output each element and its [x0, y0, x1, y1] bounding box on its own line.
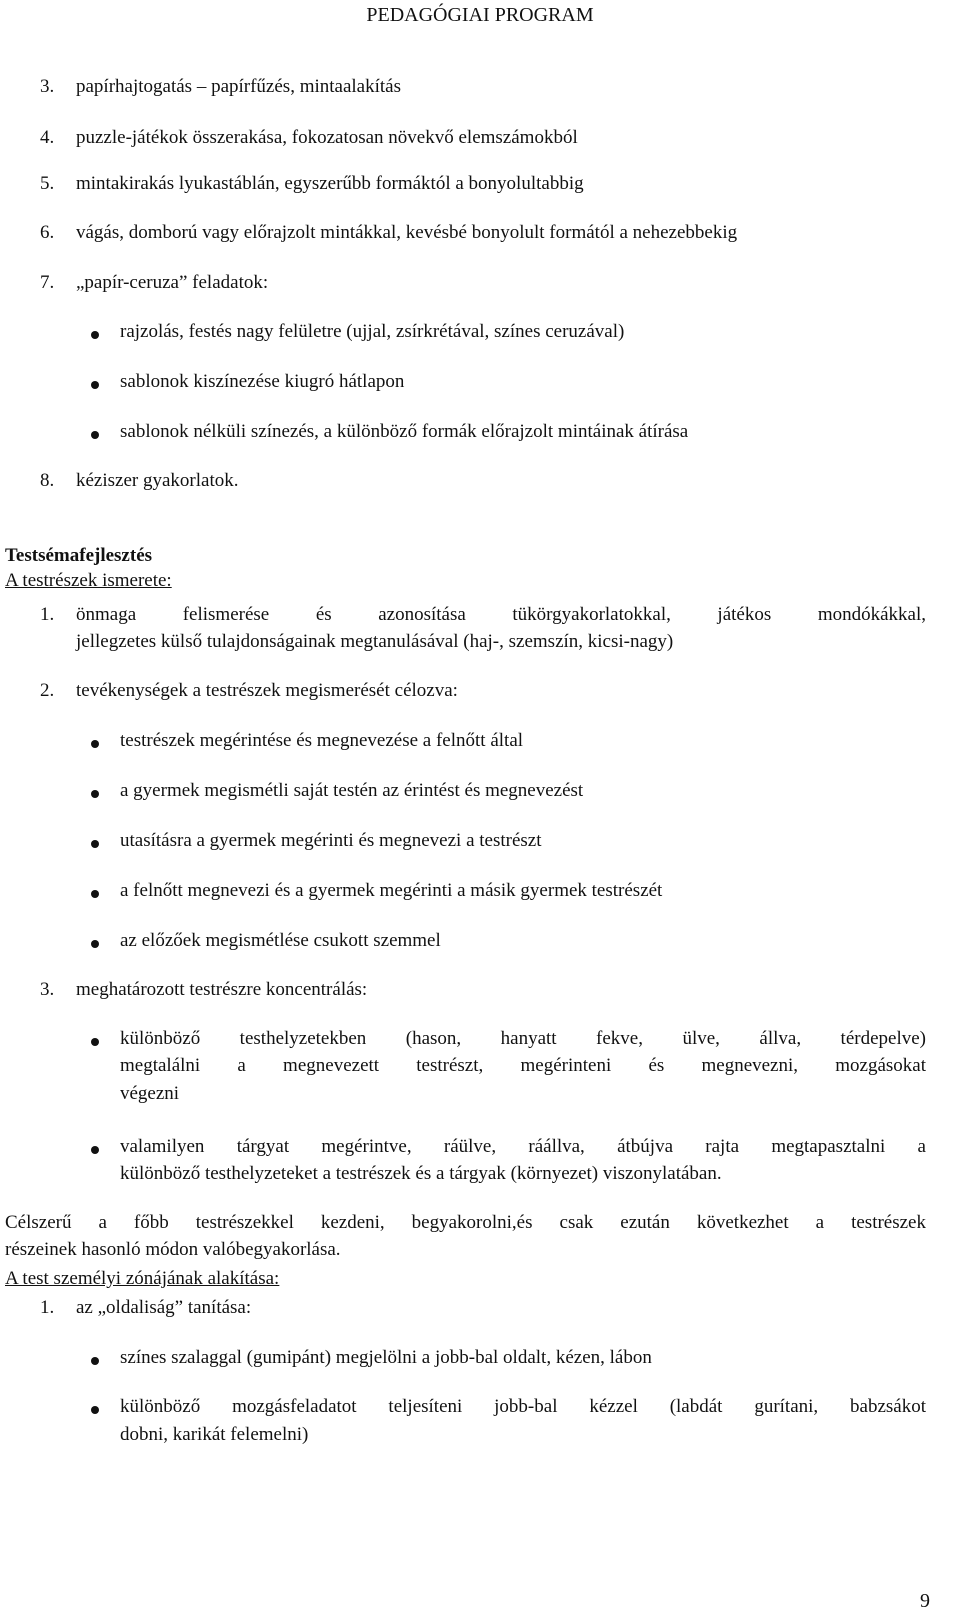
- bullet-icon: [91, 381, 99, 389]
- list-item-line: jellegzetes külső tulajdonságainak megtanulásával (haj-, szemszín, kicsi-nagy): [76, 631, 674, 652]
- paragraph-line: Célszerű a főbb testrészekkel kezdeni, begyakorolni,és csak ezután következhet a testrészek: [5, 1212, 926, 1233]
- bullet-item: rajzolás, festés nagy felületre (ujjal, zsírkrétával, színes ceruzával): [120, 321, 625, 342]
- paragraph-line: részeinek hasonló módon valóbegyakorlása.: [5, 1239, 341, 1260]
- bullet-item: sablonok kiszínezése kiugró hátlapon: [120, 371, 405, 392]
- bullet-icon: [91, 1146, 99, 1154]
- list-item: meghatározott testrészre koncentrálás:: [76, 979, 368, 1000]
- list-item: puzzle-játékok összerakása, fokozatosan növekvő elemszámokból: [76, 127, 578, 148]
- list-number: 4.: [40, 127, 55, 148]
- bullet-item: testrészek megérintése és megnevezése a felnőtt által: [120, 730, 524, 751]
- bullet-item: utasításra a gyermek megérinti és megnevezi a testrészt: [120, 830, 542, 851]
- bullet-item-line: különböző testhelyzetekben (hason, hanyatt fekve, ülve, állva, térdepelve): [120, 1028, 926, 1049]
- bullet-item-line: különböző testhelyzeteket a testrészek és a tárgyak (környezet) viszonylatában.: [120, 1163, 722, 1184]
- bullet-icon: [91, 1406, 99, 1414]
- list-item: papírhajtogatás – papírfűzés, mintaalakítás: [76, 76, 401, 97]
- list-item: „papír-ceruza” feladatok:: [76, 272, 269, 293]
- bullet-item-line: valamilyen tárgyat megérintve, ráülve, ráállva, átbújva rajta megtapasztalni a: [120, 1136, 926, 1157]
- bullet-icon: [91, 1038, 99, 1046]
- bullet-item-line: végezni: [120, 1083, 180, 1104]
- list-number: 1.: [40, 1297, 55, 1318]
- bullet-item-line: megtalálni a megnevezett testrészt, megérinteni és megnevezni, mozgásokat: [120, 1055, 926, 1076]
- bullet-icon: [91, 790, 99, 798]
- list-number: 5.: [40, 173, 55, 194]
- section-subtitle: A testrészek ismerete:: [5, 570, 172, 591]
- section-subtitle: A test személyi zónájának alakítása:: [5, 1268, 280, 1289]
- bullet-icon: [91, 840, 99, 848]
- list-item: mintakirakás lyukastáblán, egyszerűbb formáktól a bonyolultabbig: [76, 173, 584, 194]
- bullet-item: sablonok nélküli színezés, a különböző formák előrajzolt mintáinak átírása: [120, 421, 689, 442]
- list-number: 7.: [40, 272, 55, 293]
- page-number: 9: [920, 1590, 930, 1612]
- bullet-icon: [91, 940, 99, 948]
- bullet-icon: [91, 1357, 99, 1365]
- bullet-icon: [91, 740, 99, 748]
- list-number: 8.: [40, 470, 55, 491]
- list-item: tevékenységek a testrészek megismerését célozva:: [76, 680, 458, 701]
- bullet-item: színes szalaggal (gumipánt) megjelölni a jobb-bal oldalt, kézen, lábon: [120, 1347, 652, 1368]
- section-title: Testsémafejlesztés: [5, 545, 153, 566]
- list-number: 1.: [40, 604, 55, 625]
- bullet-item-line: különböző mozgásfeladatot teljesíteni jobb-bal kézzel (labdát gurítani, babzsákot: [120, 1396, 926, 1417]
- page-header: PEDAGÓGIAI PROGRAM: [366, 4, 594, 26]
- list-number: 3.: [40, 76, 55, 97]
- list-number: 2.: [40, 680, 55, 701]
- list-item: kéziszer gyakorlatok.: [76, 470, 239, 491]
- bullet-item: az előzőek megismétlése csukott szemmel: [120, 930, 441, 951]
- bullet-item: a gyermek megismétli saját testén az érintést és megnevezést: [120, 780, 584, 801]
- bullet-item-line: dobni, karikát felemelni): [120, 1424, 309, 1445]
- list-item: az „oldaliság” tanítása:: [76, 1297, 252, 1318]
- list-number: 3.: [40, 979, 55, 1000]
- bullet-icon: [91, 331, 99, 339]
- list-item-line: önmaga felismerése és azonosítása tükörgyakorlatokkal, játékos mondókákkal,: [76, 604, 926, 625]
- bullet-item: a felnőtt megnevezi és a gyermek megérinti a másik gyermek testrészét: [120, 880, 663, 901]
- list-item: vágás, domború vagy előrajzolt mintákkal, kevésbé bonyolult formától a nehezebbekig: [76, 222, 738, 243]
- bullet-icon: [91, 890, 99, 898]
- bullet-icon: [91, 431, 99, 439]
- list-number: 6.: [40, 222, 55, 243]
